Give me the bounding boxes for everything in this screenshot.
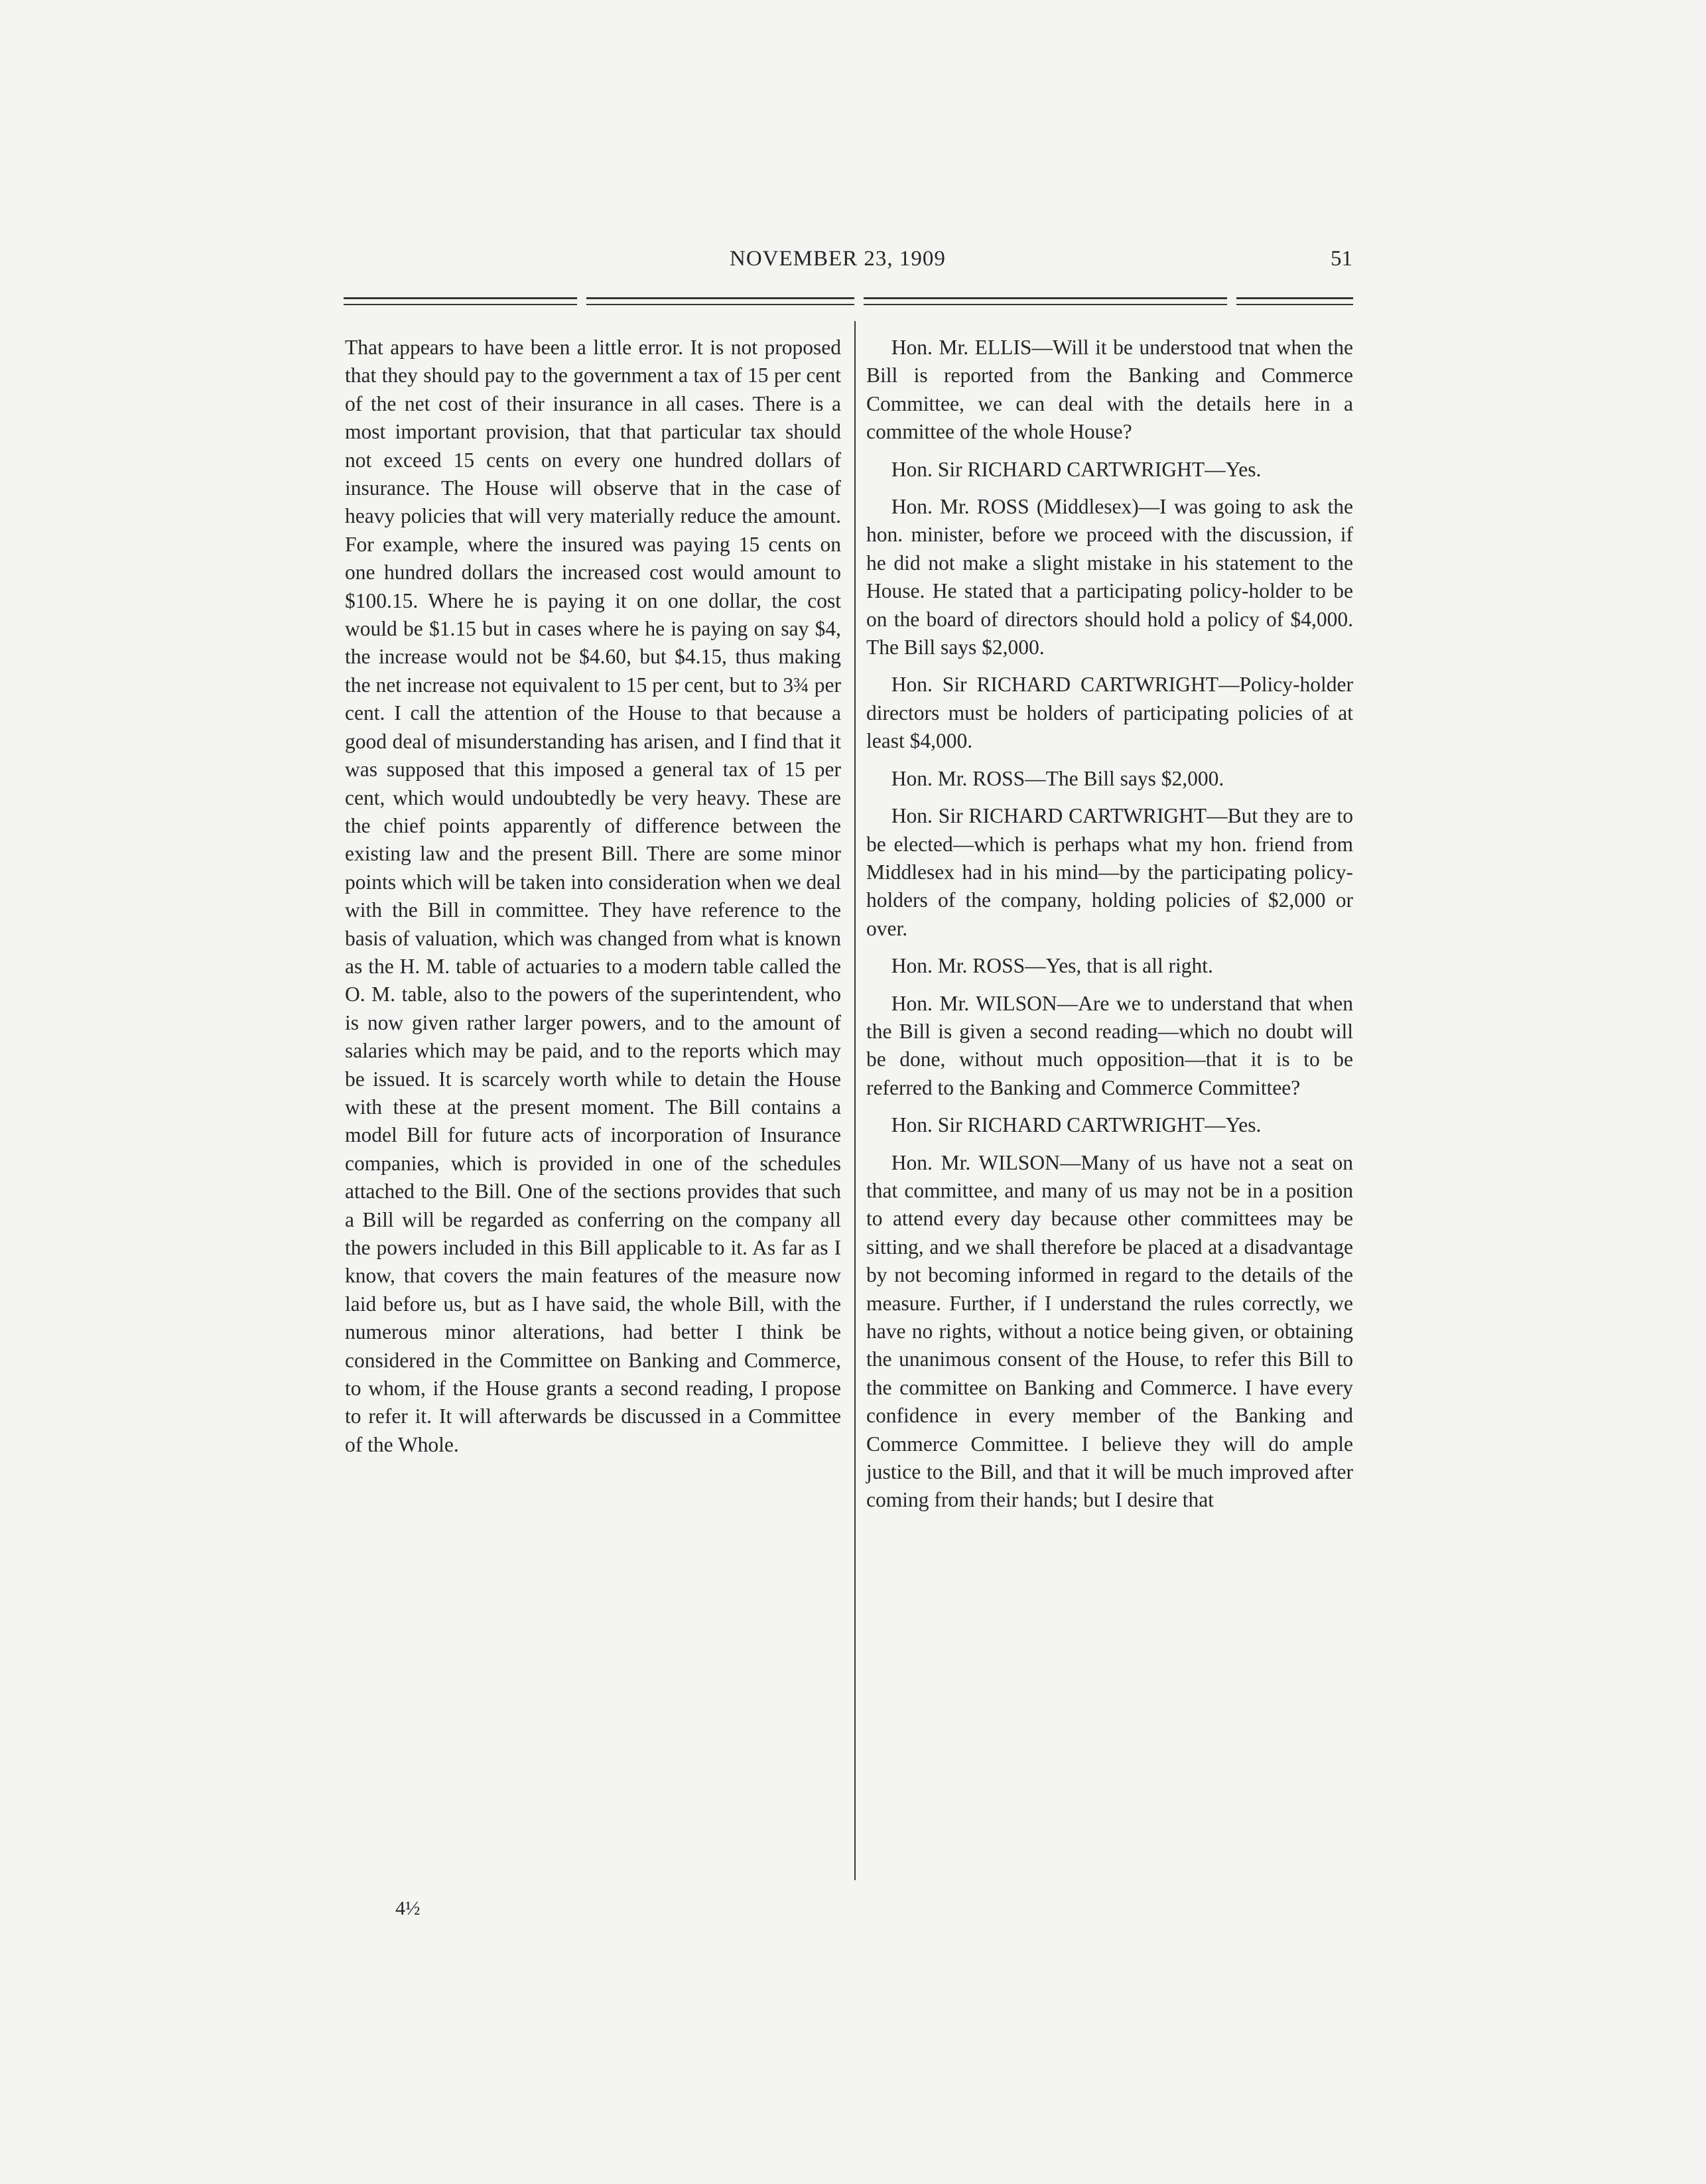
speech-paragraph: Hon. Mr. WILSON—Are we to understand that when the Bill is given a second reading—which no doubt will be done, without much opposition—that it is to be referred to the Banking and Commerce Committee? [866, 991, 1353, 1099]
column-divider [854, 321, 856, 1880]
speech-paragraph: Hon. Mr. ELLIS—Will it be understood tnat when the Bill is reported from the Banking and Commerce Committee, we can deal with the details here in a committee of the whole House? [866, 336, 1353, 444]
page-header [0, 247, 1706, 280]
page-number: 51 [1331, 247, 1352, 271]
speech-paragraph: Hon. Sir RICHARD CARTWRIGHT—Yes. [891, 1113, 1262, 1137]
left-column-text: That appears to have been a little error. It is not proposed that they should pay to the government a tax of 15 per cent of the net cost of their insurance in all cases. There is a most important provision, that that particular tax should not exceed 15 cents on every one hundred dollars of insurance. The House will observe that in the case of heavy policies that will very materially reduce the amount. For example, where the insured was paying 15 cents on one hundred dollars the increased cost would amount to $100.15. Where he is paying it on one dollar, the cost would be $1.15 but in cases where he is paying on say $4, the increase would not be $4.60, but $4.15, thus making the net increase not equivalent to 15 per cent, but to 3¾ per cent. I call the attention of the House to that because a good deal of misunderstanding has arisen, and I find that it was supposed that this imposed a general tax of 15 per cent, which would undoubtedly be very heavy. These are the chief points apparently of difference between the existing law and the present Bill. There are some minor points which will be taken into consideration when we deal with the Bill in committee. They have reference to the basis of valuation, which was changed from what is known as the H. M. table of actuaries to a modern table called the O. M. table, also to the powers of the superintendent, who is now given rather larger powers, and to the amount of salaries which may be paid, and to the reports which may be issued. It is scarcely worth while to detain the House with these at the present moment. The Bill contains a model Bill for future acts of incorporation of Insurance companies, which is provided in one of the schedules attached to the Bill. One of the sections provides that such a Bill will be regarded as conferring on the company all the powers included in this Bill applicable to it. As far as I know, that covers the main features of the measure now laid before us, but as I have said, the whole Bill, with the numerous minor alterations, had better I think be considered in the Committee on Banking and Commerce, to whom, if the House grants a second reading, I propose to refer it. It will afterwards be discussed in a Committee of the Whole. [345, 336, 841, 1456]
signature-mark: 4½ [395, 1897, 421, 1919]
speech-paragraph: Hon. Sir RICHARD CARTWRIGHT—But they are to be elected—which is perhaps what my hon. friend from Middlesex had in his mind—by the participating policy-holders of the company, holding policies of $2,000 or over. [866, 804, 1353, 940]
speech-paragraph: Hon. Mr. WILSON—Many of us have not a seat on that committee, and many of us may not be in a position to attend every day because other committees may be sitting, and we shall therefore be placed at a disadvantage by not becoming informed in regard to the details of the measure. Further, if I understand the rules correctly, we have no rights, without a notice being given, or obtaining the unanimous consent of the House, to refer this Bill to the committee on Banking and Commerce. I have every confidence in every member of the Banking and Commerce Committee. I believe they will do ample justice to the Bill, and that it will be much improved after coming from their hands; but I desire that [866, 1150, 1353, 1512]
right-column [866, 334, 1353, 1524]
speech-paragraph: Hon. Sir RICHARD CARTWRIGHT—Policy-holder directors must be holders of participating policies of at least $4,000. [866, 673, 1353, 753]
speech-paragraph: Hon. Mr. ROSS (Middlesex)—I was going to ask the hon. minister, before we proceed with the discussion, if he did not make a slight mistake in his statement to the House. He stated that a participating policy-holder to be on the board of directors should hold a policy of $4,000. The Bill says $2,000. [866, 495, 1353, 659]
left-column [345, 334, 841, 1459]
header-double-rule [344, 297, 1353, 317]
speech-paragraph: Hon. Mr. ROSS—Yes, that is all right. [891, 954, 1213, 978]
speech-paragraph: Hon. Mr. ROSS—The Bill says $2,000. [891, 766, 1224, 790]
speech-paragraph: Hon. Sir RICHARD CARTWRIGHT—Yes. [891, 457, 1262, 481]
running-head: NOVEMBER 23, 1909 [730, 247, 946, 271]
